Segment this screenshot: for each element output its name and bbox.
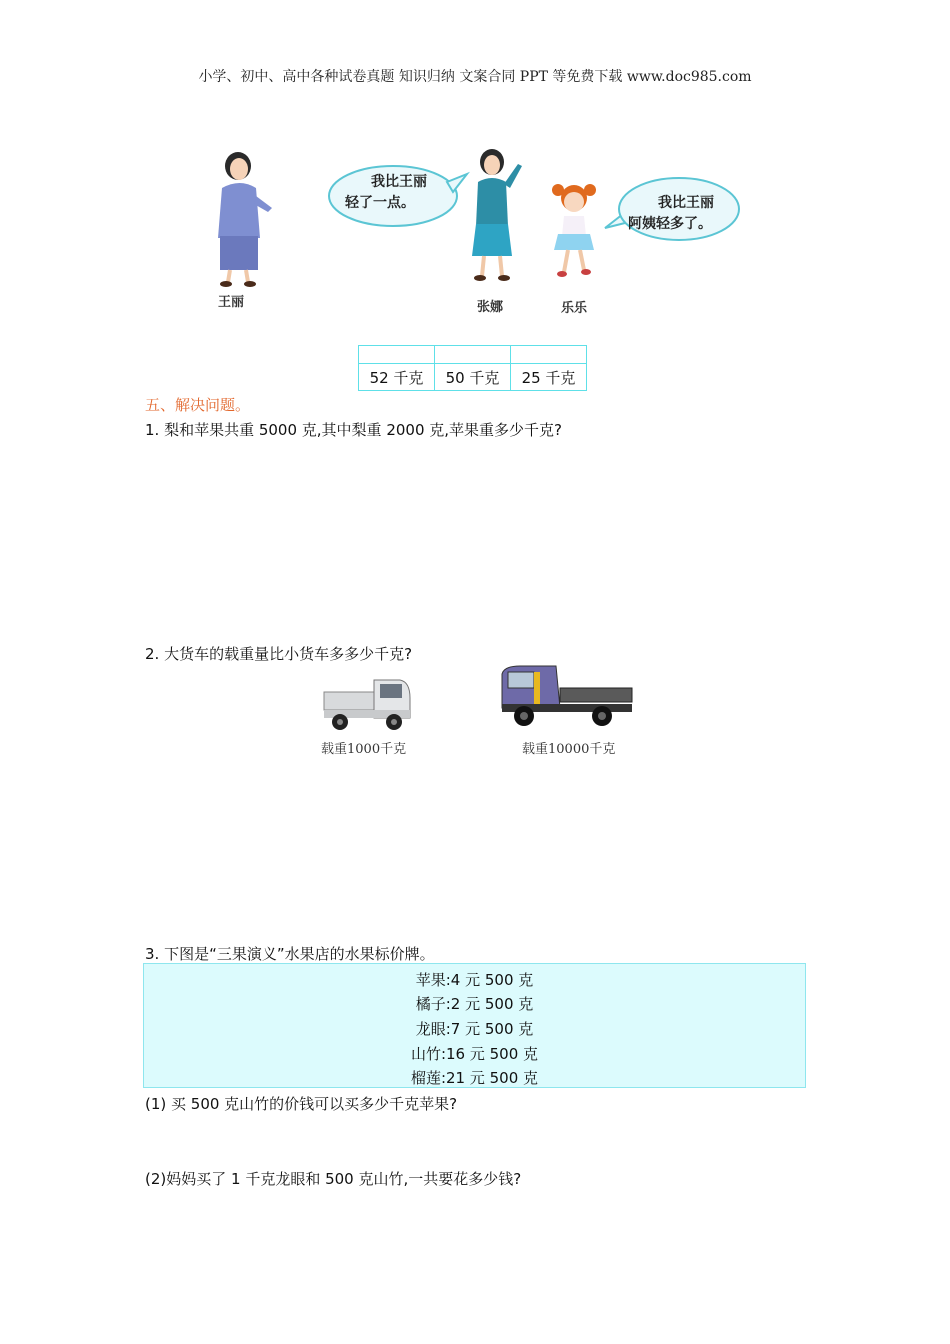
price-row: 榴莲:21 元 500 克 — [410, 1069, 539, 1087]
small-truck-image — [322, 670, 414, 736]
small-truck-caption: 载重1000千克 — [321, 742, 407, 757]
big-truck-caption: 载重10000千克 — [522, 742, 616, 757]
person-name-wang-li: 王丽 — [218, 295, 245, 310]
answer-cell[interactable] — [511, 346, 587, 364]
weight-value-cell: 50 千克 — [435, 364, 511, 391]
weight-value-cell: 52 千克 — [359, 364, 435, 391]
price-row: 橘子:2 元 500 克 — [415, 995, 534, 1013]
le-le-illustration — [540, 180, 605, 290]
speech-text-zhang-na — [345, 172, 455, 214]
question-3: 3. 下图是“三果演义”水果店的水果标价牌。 — [145, 945, 435, 963]
answer-cell[interactable] — [359, 346, 435, 364]
page-header: 小学、初中、高中各种试卷真题 知识归纳 文案合同 PPT 等免费下载 www.doc985.com — [198, 69, 752, 85]
speech-line: 我比王丽 — [658, 195, 714, 211]
question-3-part-2: (2)妈妈买了 1 千克龙眼和 500 克山竹,一共要花多少钱? — [145, 1170, 522, 1188]
speech-line: 轻了一点。 — [345, 195, 415, 211]
big-truck-image — [498, 660, 636, 732]
speech-line: 阿姨轻多了。 — [628, 216, 712, 232]
answer-cell[interactable] — [435, 346, 511, 364]
section-title: 五、解决问题。 — [145, 396, 251, 414]
price-row: 山竹:16 元 500 克 — [410, 1045, 539, 1063]
person-name-le-le: 乐乐 — [561, 301, 588, 316]
zhang-na-illustration — [460, 146, 530, 286]
question-3-part-1: (1) 买 500 克山竹的价钱可以买多少千克苹果? — [145, 1095, 458, 1113]
question-1: 1. 梨和苹果共重 5000 克,其中梨重 2000 克,苹果重多少千克? — [145, 421, 562, 439]
wang-li-illustration — [200, 148, 280, 288]
weight-value-cell: 25 千克 — [511, 364, 587, 391]
question-2: 2. 大货车的载重量比小货车多多少千克? — [145, 645, 413, 663]
fruit-price-board — [143, 963, 806, 1088]
weight-matching-table — [358, 345, 587, 391]
speech-line: 我比王丽 — [371, 174, 427, 190]
price-row: 龙眼:7 元 500 克 — [415, 1020, 534, 1038]
price-row: 苹果:4 元 500 克 — [415, 971, 534, 989]
speech-text-le-le — [628, 193, 738, 235]
person-name-zhang-na: 张娜 — [477, 300, 504, 315]
